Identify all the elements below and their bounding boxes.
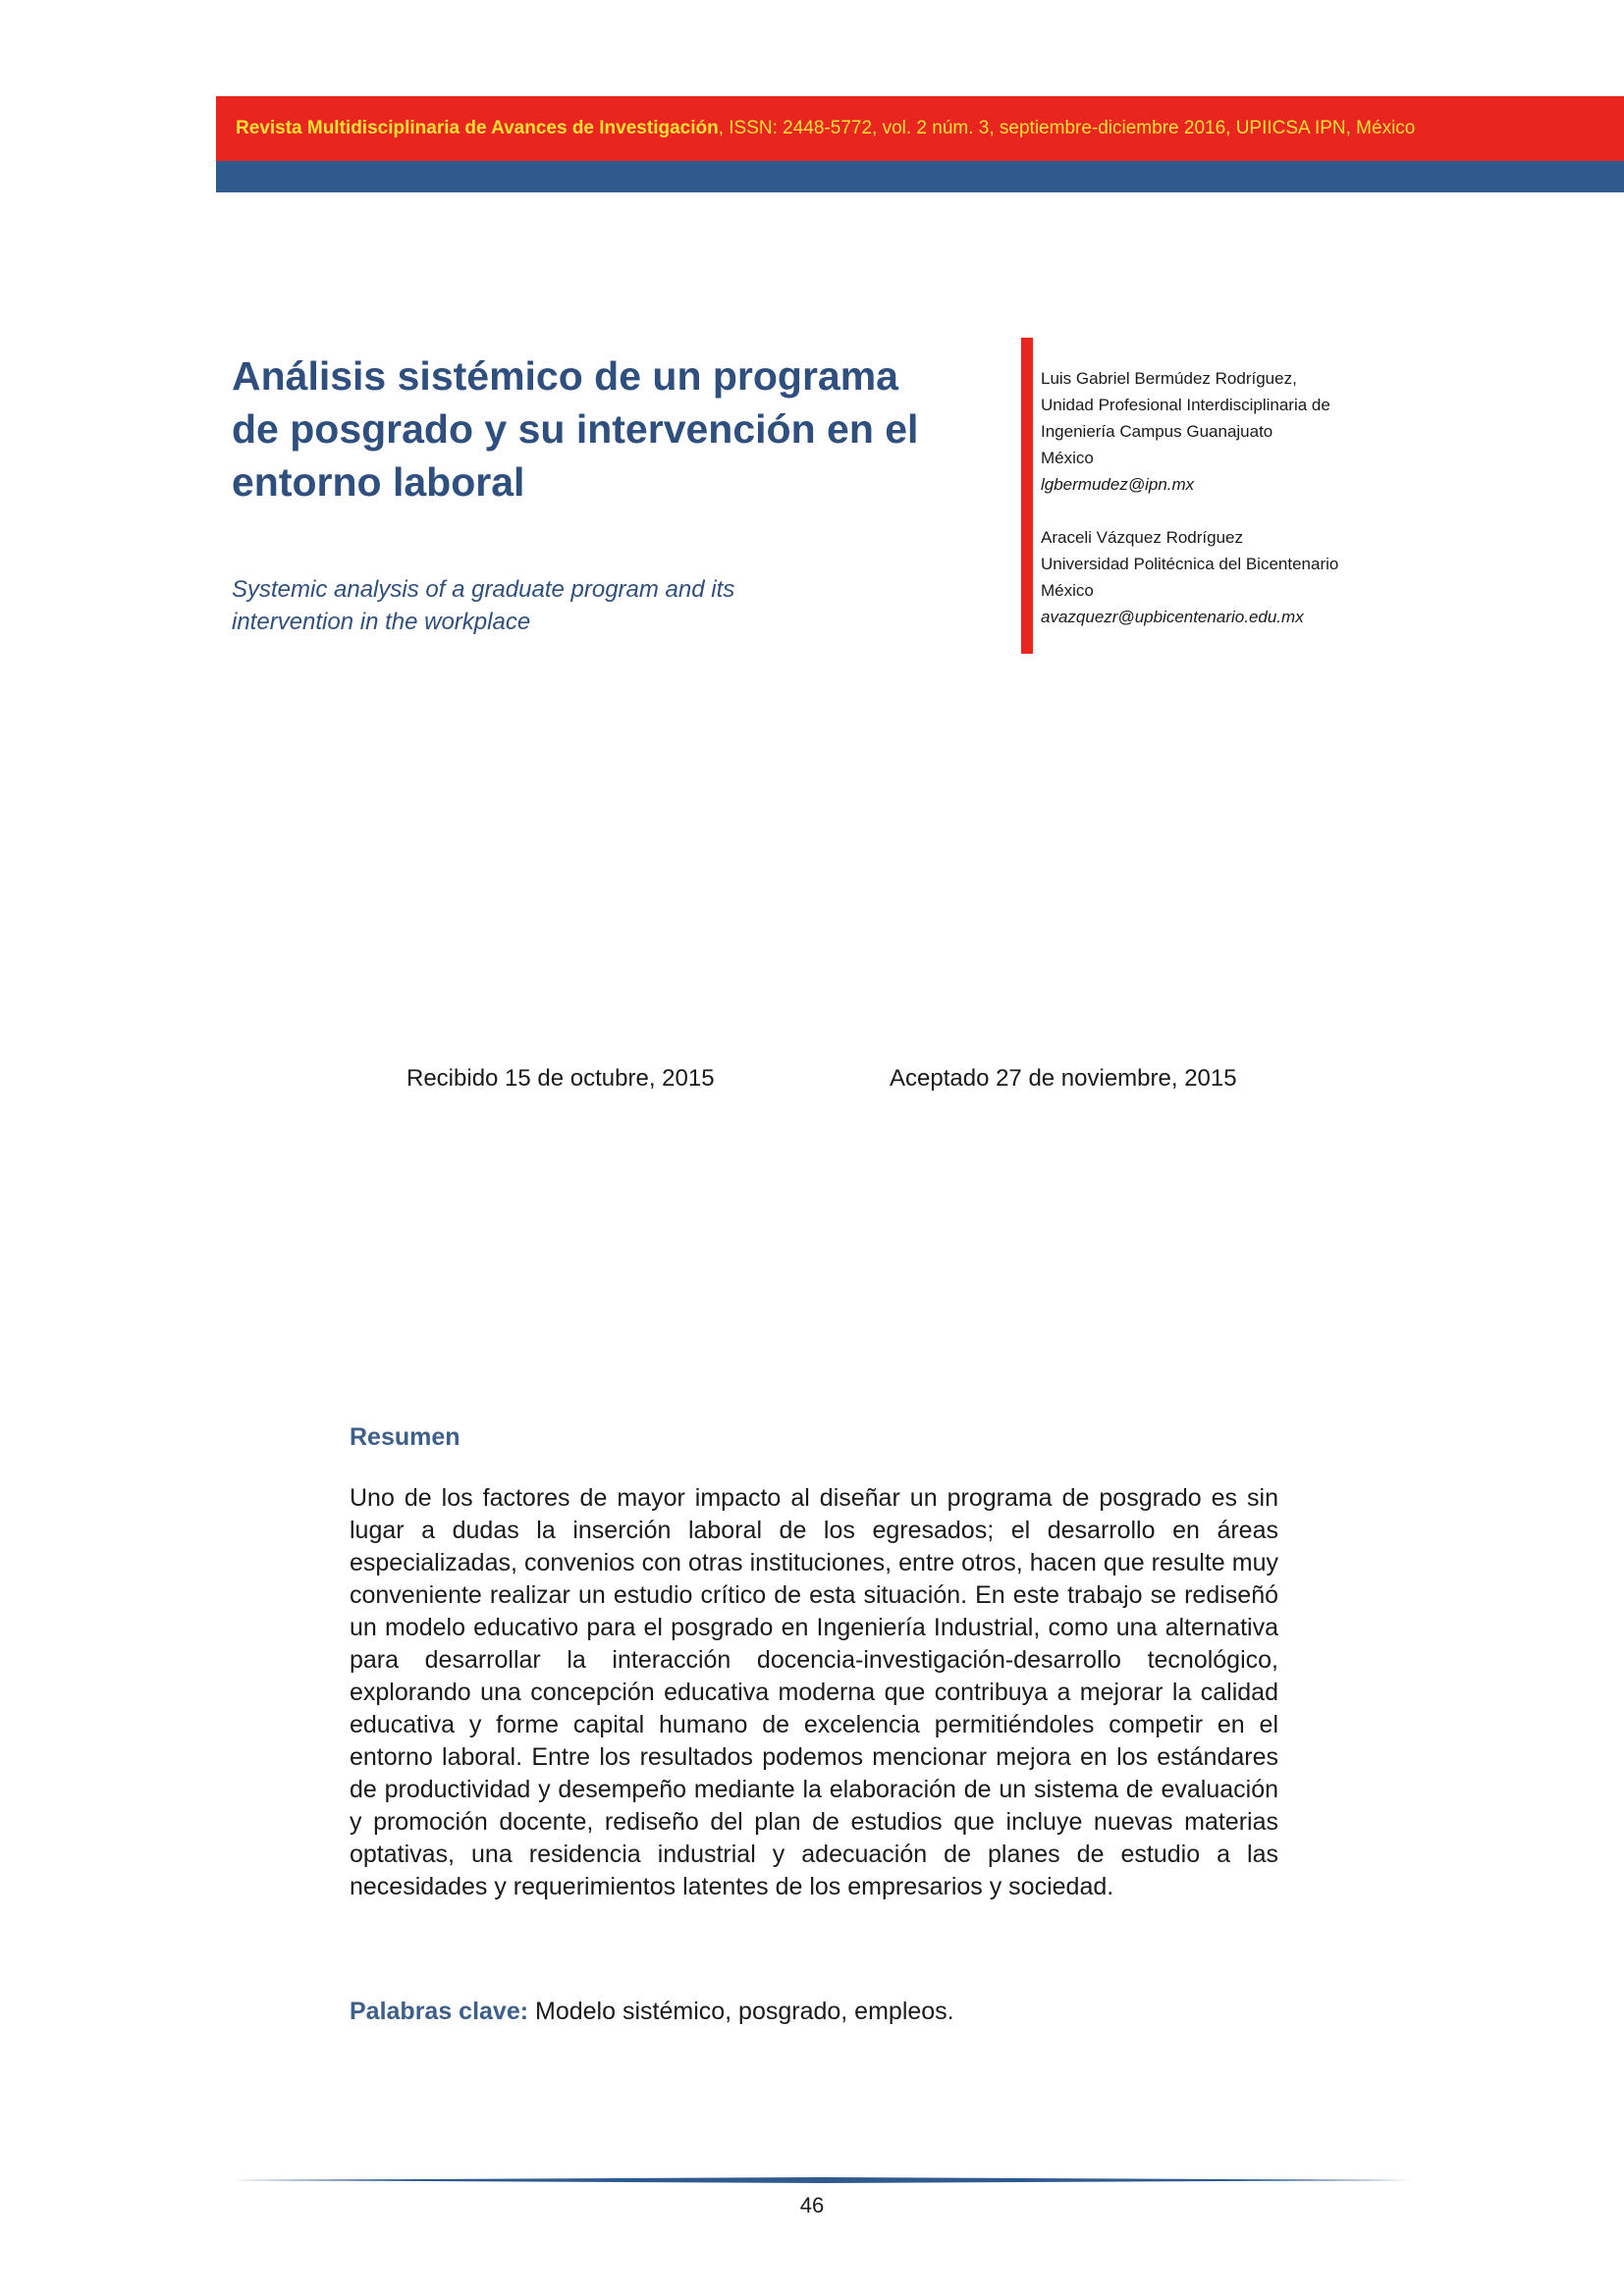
author-affiliation: Unidad Profesional Interdisciplinaria de <box>1041 396 1330 414</box>
abstract-body: Uno de los factores de mayor impacto al diseñar un programa de posgrado es sin lugar a dudas la inserción laboral de los egresados; el desarrollo en áreas especializadas, convenios con otras instituciones, entre otros, hacen que resulte muy conveniente realizar un estudio crítico de esta situación. En este trabajo se rediseñó un modelo educativo para el posgrado en Ingeniería Industrial, como una alternativa para desarrollar la interacción docencia-investigación-desarrollo tecnológico, explorando una concepción educativa moderna que contribuya a mejorar la calidad educativa y forme capital humano de excelencia permitiéndoles competir en el entorno laboral. Entre los resultados podemos mencionar mejora en los estándares de productividad y desempeño mediante la elaboración de un sistema de evaluación y promoción docente, rediseño del plan de estudios que incluye nuevas materias optativas, una residencia industrial y adecuación de planes de estudio a las necesidades y requerimientos latentes de los empresarios y sociedad. <box>350 1484 1278 1900</box>
author-email[interactable]: lgbermudez@ipn.mx <box>1041 475 1195 494</box>
author-affiliation: Ingeniería Campus Guanajuato <box>1041 422 1273 441</box>
journal-header-bar <box>216 96 1624 161</box>
author-email[interactable]: avazquezr@upbicentenario.edu.mx <box>1041 608 1304 626</box>
author-1 <box>1041 365 1473 498</box>
article-subtitle-english: Systemic analysis of a graduate program and its intervention in the workplace <box>232 576 735 635</box>
author-country: México <box>1041 581 1094 600</box>
keywords-value: Modelo sistémico, posgrado, empleos. <box>528 1998 954 2025</box>
article-title: Análisis sistémico de un programa de posgrado y su intervención en el entorno laboral <box>232 353 919 505</box>
author-accent-bar <box>1021 338 1033 654</box>
journal-details: , ISSN: 2448-5772, vol. 2 núm. 3, septiembre-diciembre 2016, UPIICSA IPN, México <box>718 118 1416 138</box>
date-received: Recibido 15 de octubre, 2015 <box>406 1065 715 1092</box>
author-list <box>1041 365 1473 657</box>
header-blue-band <box>216 161 1624 192</box>
author-affiliation: Universidad Politécnica del Bicentenario <box>1041 555 1339 573</box>
author-name: Araceli Vázquez Rodríguez <box>1041 528 1244 547</box>
author-2 <box>1041 524 1473 630</box>
footer-divider <box>232 2177 1412 2183</box>
abstract-heading: Resumen <box>350 1423 460 1451</box>
journal-name: Revista Multidisciplinaria de Avances de Investigación <box>236 118 719 138</box>
keywords <box>350 1996 1278 2028</box>
keywords-label: Palabras clave: <box>350 1998 529 2025</box>
author-name: Luis Gabriel Bermúdez Rodríguez, <box>1041 369 1297 388</box>
page-number: 46 <box>799 2193 825 2217</box>
date-accepted: Aceptado 27 de noviembre, 2015 <box>890 1065 1237 1092</box>
author-country: México <box>1041 449 1094 467</box>
